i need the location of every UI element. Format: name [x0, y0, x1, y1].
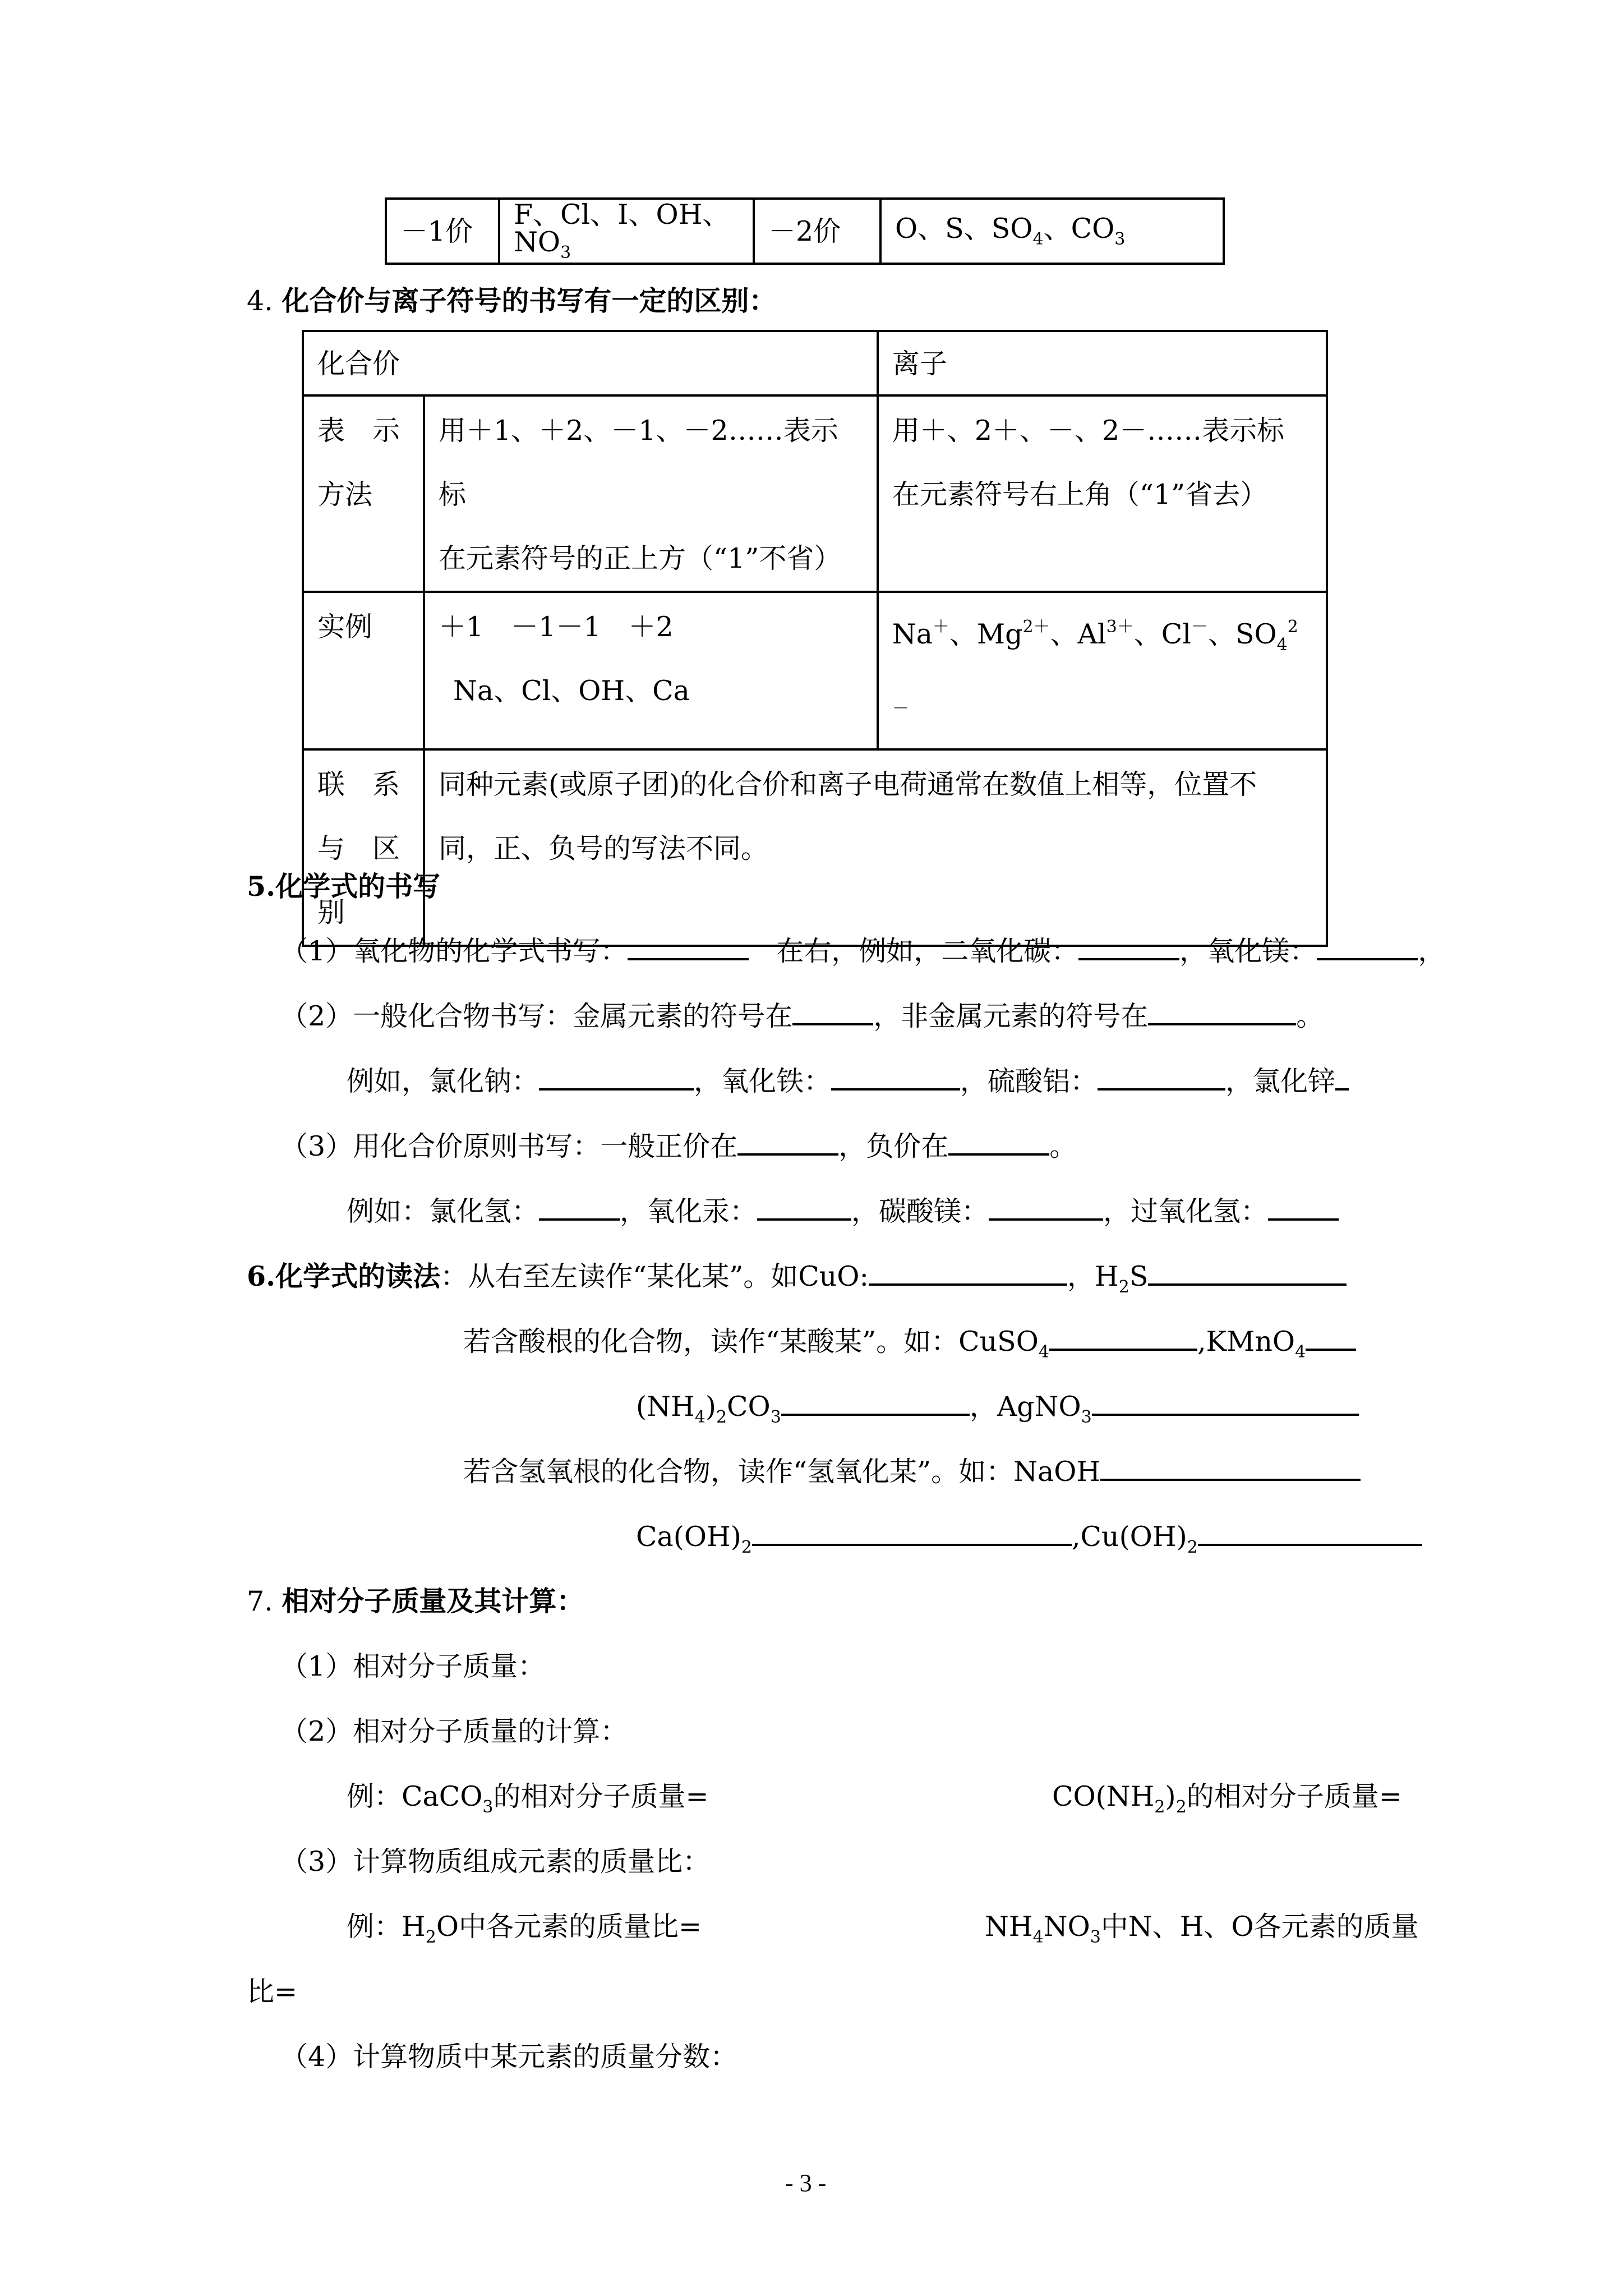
section-4-heading: 4. 化合价与离子符号的书写有一定的区别：	[247, 284, 777, 317]
blank[interactable]	[831, 1067, 960, 1091]
row-example-label: 实例	[303, 592, 424, 749]
blank[interactable]	[1198, 1522, 1422, 1546]
valence-table-fragment	[385, 197, 1225, 265]
row-method-valence: 用＋1、＋2、－1、－2……表示标 在元素符号的正上方（“1”不省）	[424, 395, 878, 592]
s6-line-3: $(NH_4)_2CO_3$ ，AgNO$_3$	[636, 1392, 1359, 1426]
row-relation-label: 联 系 与 区 别	[303, 749, 424, 946]
s7-line-3a: 例：CaCO$_3$的相对分子质量=	[347, 1780, 709, 1817]
s7-line-1: （1）相对分子质量：	[280, 1650, 546, 1682]
blank[interactable]	[1335, 1067, 1349, 1091]
blank[interactable]	[752, 1522, 1072, 1546]
blank[interactable]	[1078, 937, 1179, 960]
page-number: - 3 -	[785, 2169, 827, 2197]
valence-minus1-elements: F、Cl、I、OH、$NO_3$	[499, 199, 754, 264]
s7-line-2: （2）相对分子质量的计算：	[280, 1715, 628, 1747]
s5-line-5: 例如：氯化氢： ，氧化汞： ，碳酸镁： ，过氧化氢：	[347, 1197, 1339, 1225]
blank[interactable]	[628, 937, 749, 960]
s6-line-4: 若含氢氧根的化合物，读作“氢氧化某”。如：NaOH	[463, 1457, 1361, 1485]
section-7-heading: 7. 相对分子质量及其计算：	[247, 1585, 584, 1617]
blank[interactable]	[757, 1197, 851, 1221]
blank[interactable]	[1098, 1067, 1225, 1091]
s7-line-7: （4）计算物质中某元素的质量分数：	[280, 2041, 738, 2073]
blank[interactable]	[539, 1067, 694, 1091]
blank[interactable]	[792, 1002, 873, 1025]
s5-line-1: （1）氧化物的化学式书写： 在右，例如，二氧化碳： ，氧化镁： ，	[280, 935, 1446, 967]
blank[interactable]	[1092, 1392, 1359, 1416]
s7-line-6: 比=	[247, 1976, 298, 2008]
s7-line-4: （3）计算物质组成元素的质量比：	[280, 1846, 711, 1878]
s5-line-2: （2）一般化合物书写：金属元素的符号在 ，非金属元素的符号在 。	[280, 1000, 1324, 1032]
header-ion: 离子	[878, 331, 1327, 395]
s6-line-1: 6.化学式的读法：从右至左读作“某化某”。如CuO: ，$H_2S$	[247, 1262, 1347, 1296]
row-example-ion: Na＋、$Mg^{2+}$、$Al^{3+}$、Cl－、$SO_4^{2-}$	[878, 592, 1327, 749]
blank[interactable]	[1100, 1457, 1361, 1481]
valence-minus2-label: －2价	[754, 199, 880, 264]
blank[interactable]	[737, 1132, 838, 1156]
row-relation-text: 同种元素(或原子团)的化合价和离子电荷通常在数值上相等，位置不 同，正、负号的写法不同。	[424, 749, 1327, 946]
blank[interactable]	[948, 1132, 1049, 1156]
section-5-heading: 5.化学式的书写	[247, 870, 441, 903]
s7-line-3b: $CO(NH_2)_2$的相对分子质量=	[1052, 1780, 1402, 1817]
s6-line-2: 若含酸根的化合物，读作“某酸某”。如：CuSO$_4$ ,KMnO$_4$	[463, 1327, 1356, 1361]
row-method-label: 表 示 方法	[303, 395, 424, 592]
blank[interactable]	[989, 1197, 1103, 1221]
header-valence: 化合价	[303, 331, 878, 395]
blank[interactable]	[539, 1197, 620, 1221]
blank[interactable]	[1148, 1262, 1347, 1286]
valence-minus1-label: －1价	[386, 199, 499, 264]
s7-line-5a: 例：$H_2O$中各元素的质量比=	[347, 1911, 702, 1947]
s5-line-3: 例如，氯化钠： ，氧化铁： ，硫酸铝： ，氯化锌	[347, 1067, 1349, 1095]
s7-line-5b: $NH_4NO_3$中N、H、O各元素的质量	[985, 1911, 1419, 1947]
blank[interactable]	[869, 1262, 1067, 1286]
blank[interactable]	[1306, 1327, 1356, 1351]
blank[interactable]	[1148, 1002, 1296, 1025]
row-example-valence: ＋1 －1－1 ＋2 Na、Cl、OH、Ca	[424, 592, 878, 749]
valence-vs-ion-table	[302, 330, 1328, 947]
blank[interactable]	[781, 1392, 970, 1416]
s5-line-4: （3）用化合价原则书写：一般正价在 ，负价在 。	[280, 1130, 1077, 1162]
s6-line-5: $Ca(OH)_2$ $,Cu(OH)_2$	[636, 1522, 1422, 1556]
blank[interactable]	[1049, 1327, 1197, 1351]
row-method-ion: 用＋、2＋、－、2－……表示标 在元素符号右上角（“1”省去）	[878, 395, 1327, 592]
blank[interactable]	[1317, 937, 1418, 960]
blank[interactable]	[1268, 1197, 1339, 1221]
valence-minus2-elements: O、S、$SO_4$、$CO_3$	[880, 199, 1224, 264]
